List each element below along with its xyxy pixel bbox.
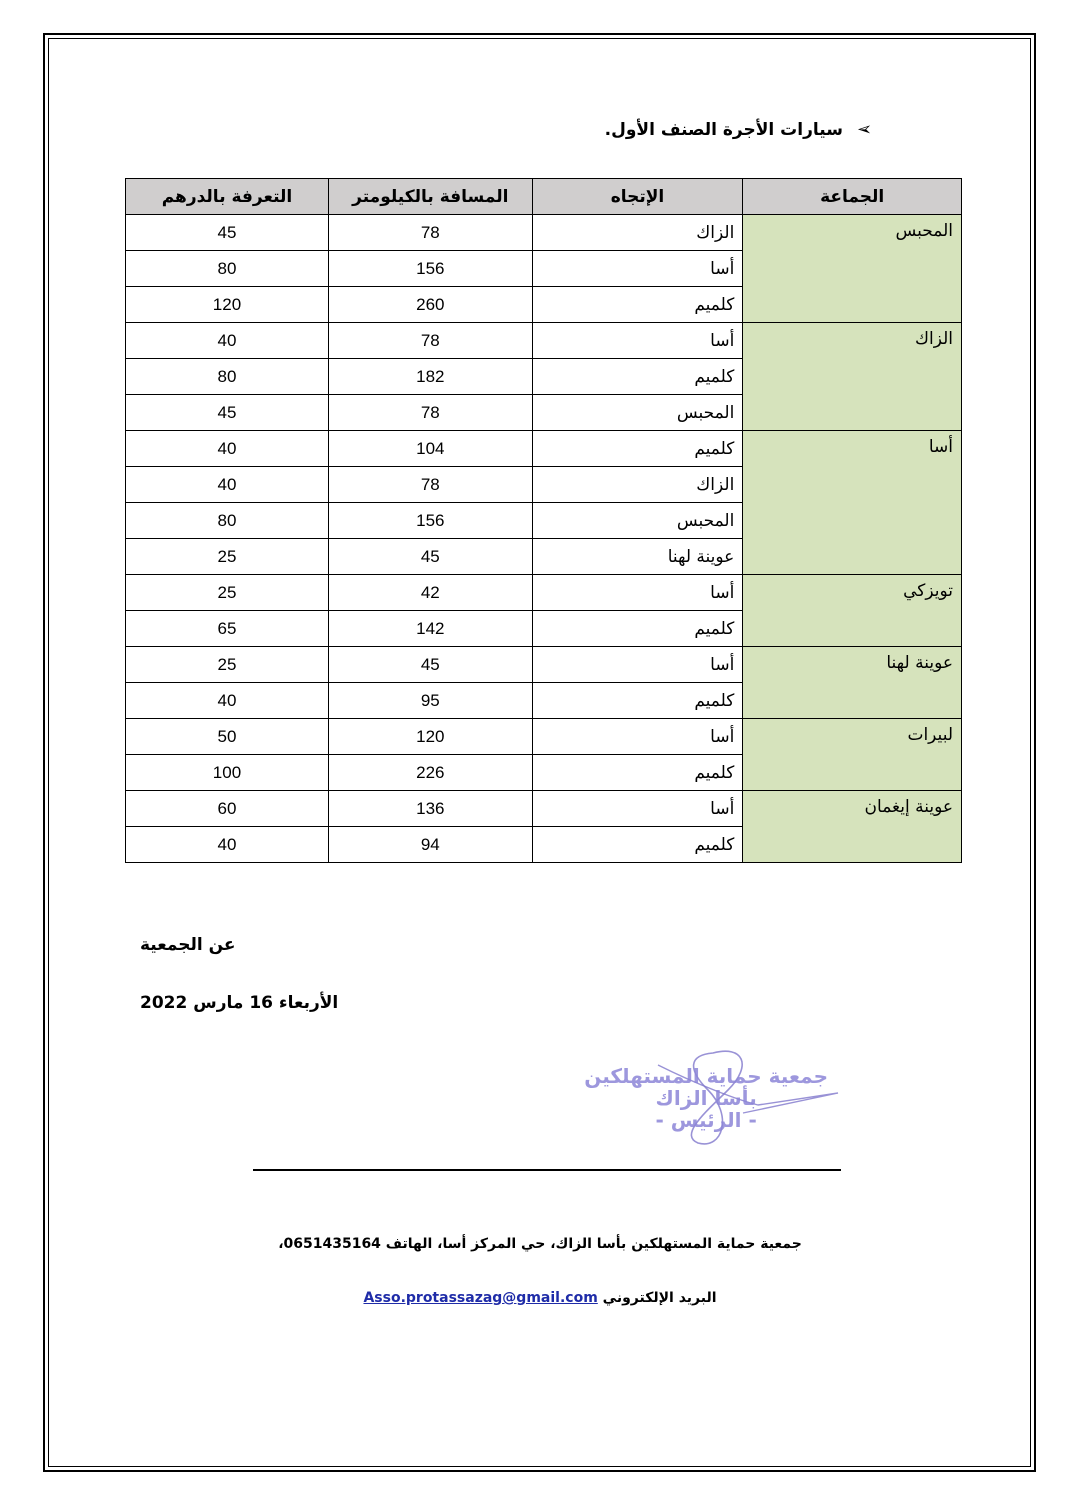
distance-cell: 42: [328, 575, 532, 611]
arrow-bullet-icon: ➢: [856, 119, 872, 140]
header-fare: التعرفة بالدرهم: [126, 179, 329, 215]
distance-cell: 260: [328, 287, 532, 323]
footer-divider: [253, 1169, 841, 1171]
direction-cell: كلميم: [532, 755, 743, 791]
stamp-line-3: - الرئيس -: [655, 1108, 757, 1132]
fare-cell: 80: [126, 251, 329, 287]
direction-cell: كلميم: [532, 611, 743, 647]
direction-cell: كلميم: [532, 287, 743, 323]
direction-cell: أسا: [532, 323, 743, 359]
association-stamp: [548, 1045, 888, 1145]
direction-cell: أسا: [532, 251, 743, 287]
commune-cell: المحبس: [743, 215, 962, 323]
direction-cell: المحبس: [532, 395, 743, 431]
distance-cell: 78: [328, 395, 532, 431]
fare-cell: 40: [126, 467, 329, 503]
fare-cell: 40: [126, 827, 329, 863]
distance-cell: 156: [328, 251, 532, 287]
fare-cell: 45: [126, 215, 329, 251]
distance-cell: 226: [328, 755, 532, 791]
fares-table-body: [126, 215, 962, 863]
distance-cell: 95: [328, 683, 532, 719]
fare-cell: 25: [126, 575, 329, 611]
fare-cell: 40: [126, 323, 329, 359]
fare-cell: 80: [126, 359, 329, 395]
distance-cell: 182: [328, 359, 532, 395]
fares-table: [125, 178, 962, 863]
fare-cell: 40: [126, 683, 329, 719]
fare-cell: 120: [126, 287, 329, 323]
distance-cell: 136: [328, 791, 532, 827]
direction-cell: أسا: [532, 719, 743, 755]
table-header-row: [126, 179, 962, 215]
direction-cell: الزاك: [532, 215, 743, 251]
footer-address: جمعية حماية المستهلكين بأسا الزاك، حي المركز أسا، الهاتف 0651435164،: [278, 1236, 802, 1252]
distance-cell: 78: [328, 215, 532, 251]
fare-cell: 50: [126, 719, 329, 755]
direction-cell: كلميم: [532, 683, 743, 719]
direction-cell: المحبس: [532, 503, 743, 539]
stamp-text: [584, 1065, 828, 1131]
distance-cell: 78: [328, 323, 532, 359]
direction-cell: أسا: [532, 647, 743, 683]
fare-cell: 100: [126, 755, 329, 791]
table-row: [126, 719, 962, 755]
distance-cell: 120: [328, 719, 532, 755]
on-behalf-label: عن الجمعية: [140, 935, 236, 955]
header-distance: المسافة بالكيلومتر: [328, 179, 532, 215]
fare-cell: 25: [126, 647, 329, 683]
signature-date: الأربعاء 16 مارس 2022: [140, 993, 339, 1013]
direction-cell: عوينة لهنا: [532, 539, 743, 575]
distance-cell: 78: [328, 467, 532, 503]
table-row: [126, 323, 962, 359]
fare-cell: 60: [126, 791, 329, 827]
commune-cell: عوينة لهنا: [743, 647, 962, 719]
table-row: [126, 647, 962, 683]
fare-cell: 25: [126, 539, 329, 575]
table-row: [126, 215, 962, 251]
distance-cell: 104: [328, 431, 532, 467]
distance-cell: 94: [328, 827, 532, 863]
fare-cell: 65: [126, 611, 329, 647]
email-label: البريد الإلكتروني: [602, 1290, 717, 1306]
table-row: [126, 431, 962, 467]
fare-cell: 40: [126, 431, 329, 467]
distance-cell: 45: [328, 647, 532, 683]
distance-cell: 156: [328, 503, 532, 539]
direction-cell: أسا: [532, 791, 743, 827]
direction-cell: كلميم: [532, 827, 743, 863]
stamp-line-2: بأسا الزاك: [655, 1086, 757, 1110]
section-title-text: سيارات الأجرة الصنف الأول.: [604, 120, 843, 140]
commune-cell: تويزكي: [743, 575, 962, 647]
direction-cell: كلميم: [532, 431, 743, 467]
direction-cell: الزاك: [532, 467, 743, 503]
fare-cell: 80: [126, 503, 329, 539]
email-link[interactable]: Asso.protassazag@gmail.com: [363, 1290, 598, 1306]
commune-cell: لبيرات: [743, 719, 962, 791]
stamp-line-1: جمعية حماية المستهلكين: [584, 1064, 828, 1088]
fare-cell: 45: [126, 395, 329, 431]
footer-email-line: [0, 1290, 1080, 1306]
direction-cell: كلميم: [532, 359, 743, 395]
commune-cell: الزاك: [743, 323, 962, 431]
direction-cell: أسا: [532, 575, 743, 611]
header-direction: الإتجاه: [532, 179, 743, 215]
header-commune: الجماعة: [743, 179, 962, 215]
commune-cell: أسا: [743, 431, 962, 575]
section-title: [605, 120, 872, 140]
commune-cell: عوينة إيغمان: [743, 791, 962, 863]
table-row: [126, 575, 962, 611]
distance-cell: 142: [328, 611, 532, 647]
table-row: [126, 791, 962, 827]
distance-cell: 45: [328, 539, 532, 575]
